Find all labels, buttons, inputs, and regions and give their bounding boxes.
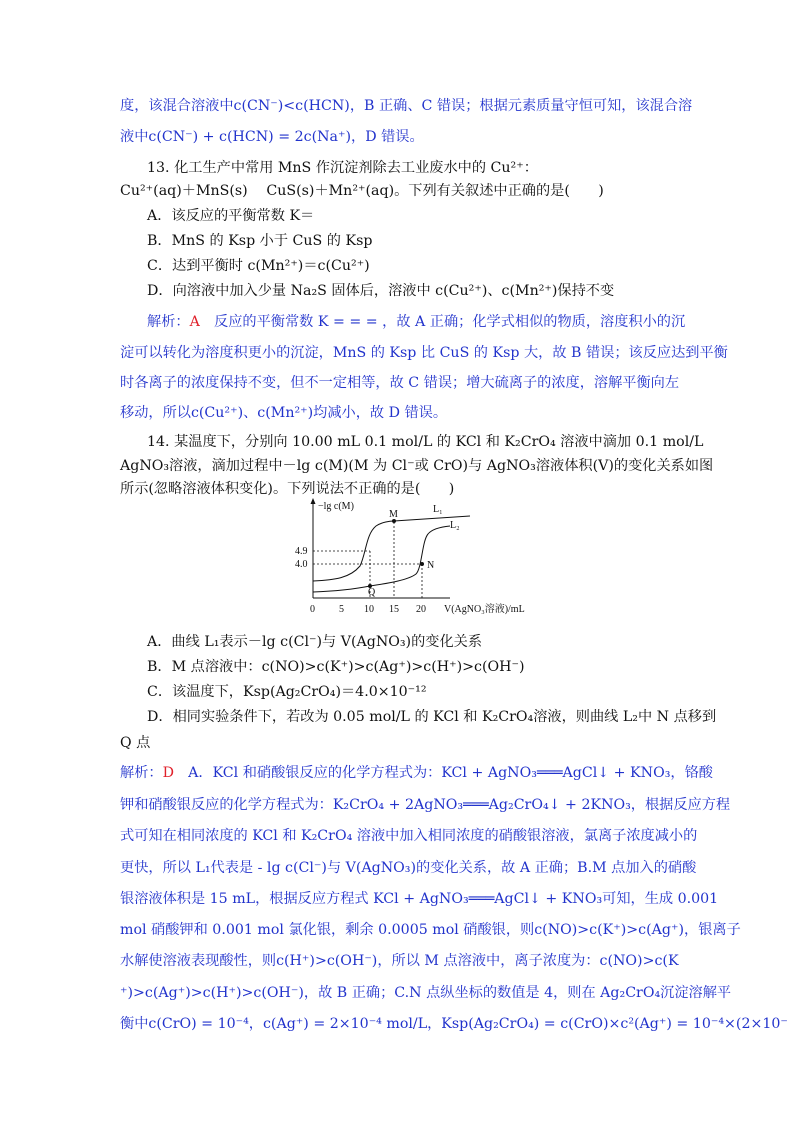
option-14-c: C．该温度下，Ksp(Ag₂CrO₄)＝4.0×10⁻¹²: [147, 684, 427, 700]
option-13-c: C．达到平衡时 c(Mn²⁺)＝c(Cu²⁺): [147, 258, 370, 274]
x-tick-5: 5: [339, 604, 344, 615]
curve-l1: [313, 516, 470, 581]
option-14-a: A．曲线 L₁表示－lg c(Cl⁻)与 V(AgNO₃)的变化关系: [147, 634, 483, 650]
option-14-d: D．相同实验条件下，若改为 0.05 mol/L 的 KCl 和 K₂CrO₄溶液，则曲线 L₂中 N 点移到: [147, 709, 717, 725]
option-14-d-cont: Q 点: [120, 735, 151, 751]
answer-letter: D: [162, 765, 174, 781]
text-line: 液中c(CN⁻) + c(HCN) = 2c(Na⁺)，D 错误。: [120, 129, 424, 145]
analysis-14-line: 更快，所以 L₁代表是 - lg c(Cl⁻)与 V(AgNO₃)的变化关系，故 A 正确；B.M 点加入的硝酸: [120, 860, 697, 876]
analysis-label: 解析：: [147, 314, 190, 330]
question-14-stem: 所示(忽略溶液体积变化)。下列说法不正确的是( ): [120, 481, 455, 497]
option-13-a: A．该反应的平衡常数 K＝: [147, 208, 315, 224]
analysis-text: A．KCl 和硝酸银反应的化学方程式为：KCl + AgNO₃═══AgCl↓ + KNO₃，铬酸: [188, 765, 713, 781]
option-14-b: B．M 点溶液中：c(NO)>c(K⁺)>c(Ag⁺)>c(H⁺)>c(OH⁻): [147, 659, 525, 675]
question-13-equation: Cu²⁺(aq)＋MnS(s) CuS(s)＋Mn²⁺(aq)。下列有关叙述中正确的是( ): [120, 183, 604, 199]
analysis-label: 解析：: [120, 765, 163, 781]
x-tick-20: 20: [416, 604, 426, 615]
analysis-text: 反应的平衡常数 K = = = ，故 A 正确；化学式相似的物质，溶度积小的沉: [214, 314, 686, 330]
answer-letter: A: [189, 314, 200, 330]
analysis-14-line: 钾和硝酸银反应的化学方程式为：K₂CrO₄ + 2AgNO₃═══Ag₂CrO₄↓ + 2KNO₃，根据反应方程: [120, 797, 731, 813]
x-tick-10: 10: [364, 604, 374, 615]
option-13-b: B．MnS 的 Ksp 小于 CuS 的 Ksp: [147, 233, 373, 249]
analysis-13-line: 移动，所以c(Cu²⁺)、c(Mn²⁺)均减小，故 D 错误。: [120, 405, 448, 421]
point-q-label: Q: [368, 587, 376, 598]
x-tick-0: 0: [310, 604, 315, 615]
x-axis-label: V(AgNO₃溶液)/mL: [444, 604, 525, 615]
analysis-14-line: 式可知在相同浓度的 KCl 和 K₂CrO₄ 溶液中加入相同浓度的硝酸银溶液，氯离子浓度减小的: [120, 828, 698, 844]
curve-l1-label: L₁: [433, 504, 443, 515]
y-axis-label: −lg c(M): [318, 501, 354, 512]
titration-figure: [290, 496, 550, 624]
question-14-stem: 14. 某温度下，分别向 10.00 mL 0.1 mol/L 的 KCl 和 K₂CrO₄ 溶液中滴加 0.1 mol/L: [147, 434, 704, 450]
x-tick-15: 15: [389, 604, 399, 615]
curve-l2: [313, 526, 450, 592]
analysis-13-line: 淀可以转化为溶度积更小的沉淀，MnS 的 Ksp 比 CuS 的 Ksp 大，故 B 错误；该反应达到平衡: [120, 345, 728, 361]
analysis-14-line: 银溶液体积是 15 mL，根据反应方程式 KCl + AgNO₃═══AgCl↓ + KNO₃可知，生成 0.001: [120, 891, 719, 907]
point-n-label: N: [427, 560, 435, 571]
analysis-14-line: 衡中c(CrO) = 10⁻⁴，c(Ag⁺) = 2×10⁻⁴ mol/L，Ksp(Ag₂CrO₄) = c(CrO)×c²(Ag⁺) = 10⁻⁴×(2×10⁻: [120, 1016, 788, 1032]
text-line: 度，该混合溶液中c(CN⁻)<c(HCN)，B 正确、C 错误；根据元素质量守恒可知，该混合溶: [120, 98, 693, 114]
y-tick-4-9: 4.9: [295, 546, 308, 557]
analysis-13-line: [147, 312, 685, 332]
analysis-14-line: mol 硝酸钾和 0.001 mol 氯化银，剩余 0.0005 mol 硝酸银，则c(NO)>c(K⁺)>c(Ag⁺)，银离子: [120, 922, 741, 938]
y-tick-4-0: 4.0: [295, 559, 308, 570]
analysis-14-line: [120, 763, 713, 783]
curve-l2-label: L₂: [450, 520, 460, 531]
question-13-stem: 13. 化工生产中常用 MnS 作沉淀剂除去工业废水中的 Cu²⁺：: [147, 160, 538, 176]
question-14-stem: AgNO₃溶液，滴加过程中－lg c(M)(M 为 Cl⁻或 CrO)与 AgNO₃溶液体积(V)的变化关系如图: [120, 458, 714, 474]
point-n: [420, 562, 424, 566]
analysis-13-line: 时各离子的浓度保持不变，但不一定相等，故 C 错误；增大硫离子的浓度，溶解平衡向左: [120, 375, 680, 391]
analysis-14-line: 水解使溶液表现酸性，则c(H⁺)>c(OH⁻)，所以 M 点溶液中，离子浓度为：c(NO)>c(K: [120, 953, 679, 969]
y-axis-arrow: [311, 498, 316, 504]
point-m-label: M: [389, 509, 398, 520]
option-13-d: D．向溶液中加入少量 Na₂S 固体后，溶液中 c(Cu²⁺)、c(Mn²⁺)保持不变: [147, 283, 615, 299]
analysis-14-line: ⁺)>c(Ag⁺)>c(H⁺)>c(OH⁻)，故 B 正确；C.N 点纵坐标的数值是 4，则在 Ag₂CrO₄沉淀溶解平: [120, 985, 732, 1001]
